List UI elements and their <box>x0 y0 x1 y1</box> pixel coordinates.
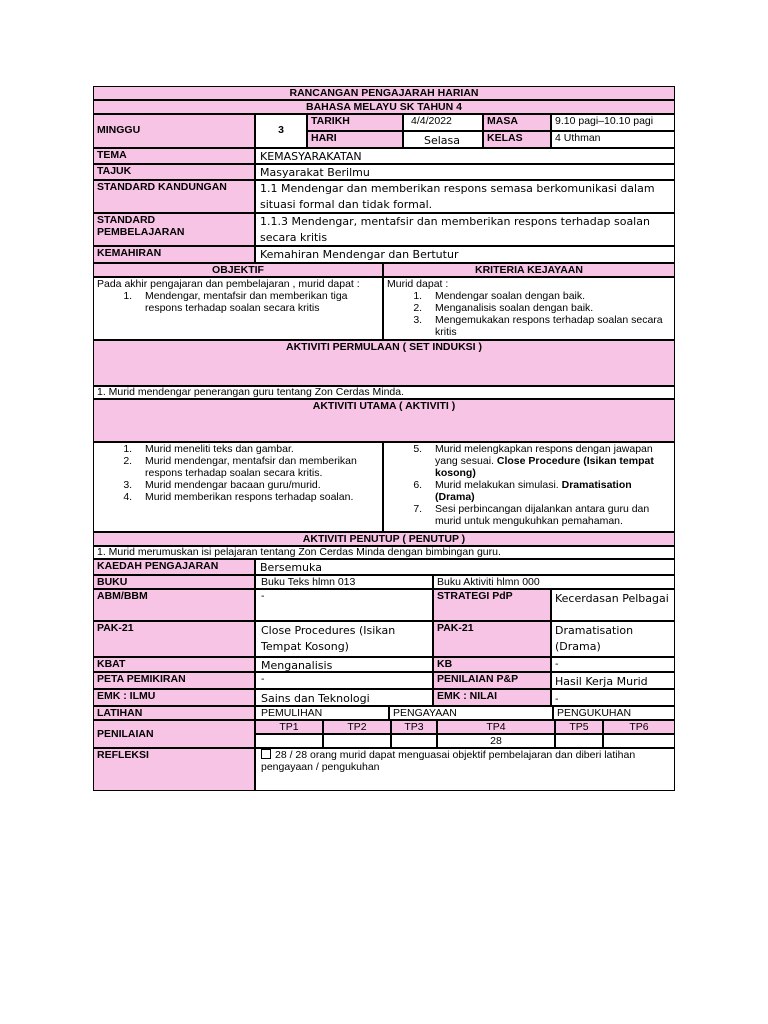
abm-value: - <box>255 589 433 621</box>
plan-title: RANCANGAN PENGAJARAH HARIAN <box>93 86 675 100</box>
pak21-value-right: Dramatisation (Drama) <box>551 621 675 657</box>
standard-pembelajaran-label: STANDARD PEMBELAJARAN <box>93 213 255 246</box>
kriteria-intro: Murid dapat : <box>387 278 449 290</box>
strategi-value: Kecerdasan Pelbagai <box>551 589 675 621</box>
aktiviti-penutup-heading: AKTIVITI PENUTUP ( PENUTUP ) <box>93 532 675 546</box>
tp6-count <box>603 734 675 748</box>
kemahiran-label: KEMAHIRAN <box>93 246 255 263</box>
kelas-label: KELAS <box>483 131 551 148</box>
tp3-count <box>391 734 437 748</box>
latihan-pengayaan: PENGAYAAN <box>389 706 553 720</box>
refleksi-text: 28 / 28 orang murid dapat menguasai objektif pembelajaran dan diberi latihan pengayaan / pengukuhan <box>261 749 636 773</box>
kbat-value: Menganalisis <box>255 657 433 672</box>
minggu-value: 3 <box>255 114 307 148</box>
checkbox-icon <box>261 749 271 759</box>
standard-kandungan-label: STANDARD KANDUNGAN <box>93 180 255 213</box>
objektif-heading: OBJEKTIF <box>93 263 383 277</box>
tarikh-label: TARIKH <box>307 114 403 131</box>
aktiviti-utama-left <box>93 442 383 532</box>
standard-pembelajaran-value: 1.1.3 Mendengar, mentafsir dan memberikan respons terhadap soalan secara kritis <box>255 213 675 246</box>
tajuk-value: Masyarakat Berilmu <box>255 164 675 180</box>
kemahiran-value: Kemahiran Mendengar dan Bertutur <box>255 246 675 263</box>
tp2-count <box>323 734 391 748</box>
tp4-count: 28 <box>437 734 555 748</box>
tajuk-label: TAJUK <box>93 164 255 180</box>
tp2-header: TP2 <box>323 720 391 734</box>
aktiviti-penutup-text: 1. Murid merumuskan isi pelajaran tentang Zon Cerdas Minda dengan bimbingan guru. <box>93 546 675 559</box>
peta-pemikiran-label: PETA PEMIKIRAN <box>93 672 255 689</box>
aktiviti-permulaan-text: 1. Murid mendengar penerangan guru tentang Zon Cerdas Minda. <box>93 386 675 399</box>
kriteria-item: 3. Mengemukakan respons terhadap soalan secara kritis <box>425 314 671 338</box>
refleksi-label: REFLEKSI <box>93 748 255 791</box>
tp5-header: TP5 <box>555 720 603 734</box>
hari-label: HARI <box>307 131 403 148</box>
aktiviti-item: 6. Murid melakukan simulasi. Dramatisation (Drama) <box>425 479 671 503</box>
latihan-label: LATIHAN <box>93 706 255 720</box>
buku-aktiviti: Buku Aktiviti hlmn 000 <box>433 575 675 589</box>
objektif-intro: Pada akhir pengajaran dan pembelajaran , murid dapat : <box>97 278 360 290</box>
pak21-label-right: PAK-21 <box>433 621 551 657</box>
kb-value: - <box>551 657 675 672</box>
objektif-item: 1. Mendengar, mentafsir dan memberikan tiga respons terhadap soalan secara kritis <box>135 290 379 314</box>
kaedah-label: KAEDAH PENGAJARAN <box>93 559 255 575</box>
kb-label: KB <box>433 657 551 672</box>
tp1-count <box>255 734 323 748</box>
tarikh-value: 4/4/2022 <box>403 114 483 131</box>
emk-ilmu-label: EMK : ILMU <box>93 689 255 706</box>
aktiviti-item: 5. Murid melengkapkan respons dengan jawapan yang sesuai. Close Procedure (Isikan tempat kosong) <box>425 443 671 479</box>
kaedah-value: Bersemuka <box>255 559 675 575</box>
hari-value: Selasa <box>403 131 483 148</box>
penilaian-pp-label: PENILAIAN P&P <box>433 672 551 689</box>
penilaian-label: PENILAIAN <box>93 720 255 748</box>
penilaian-pp-value: Hasil Kerja Murid <box>551 672 675 689</box>
strategi-label: STRATEGI PdP <box>433 589 551 621</box>
masa-value: 9.10 pagi–10.10 pagi <box>551 114 675 131</box>
peta-pemikiran-value: - <box>255 672 433 689</box>
masa-label: MASA <box>483 114 551 131</box>
aktiviti-item: 3. Murid mendengar bacaan guru/murid. <box>135 479 379 491</box>
emk-ilmu-value: Sains dan Teknologi <box>255 689 433 706</box>
pak21-value-left: Close Procedures (Isikan Tempat Kosong) <box>255 621 433 657</box>
kriteria-item: 1. Mendengar soalan dengan baik. <box>425 290 671 302</box>
kbat-label: KBAT <box>93 657 255 672</box>
latihan-pemulihan: PEMULIHAN <box>255 706 389 720</box>
aktiviti-item: 2. Murid mendengar, mentafsir dan memberikan respons terhadap soalan secara kritis. <box>135 455 379 479</box>
tema-label: TEMA <box>93 148 255 164</box>
aktiviti-permulaan-heading: AKTIVITI PERMULAAN ( SET INDUKSI ) <box>93 340 675 386</box>
tp1-header: TP1 <box>255 720 323 734</box>
minggu-label: MINGGU <box>93 114 255 148</box>
aktiviti-item: 7. Sesi perbincangan dijalankan antara guru dan murid untuk mengukuhkan pemahaman. <box>425 503 671 527</box>
kelas-value: 4 Uthman <box>551 131 675 148</box>
tp5-count <box>555 734 603 748</box>
aktiviti-utama-right <box>383 442 675 532</box>
aktiviti-item: 1. Murid meneliti teks dan gambar. <box>135 443 379 455</box>
objektif-body <box>93 277 383 340</box>
latihan-pengukuhan: PENGUKUHAN <box>553 706 675 720</box>
kriteria-body <box>383 277 675 340</box>
emk-nilai-label: EMK : NILAI <box>433 689 551 706</box>
kriteria-item: 2. Menganalisis soalan dengan baik. <box>425 302 671 314</box>
pak21-label: PAK-21 <box>93 621 255 657</box>
buku-label: BUKU <box>93 575 255 589</box>
standard-kandungan-value: 1.1 Mendengar dan memberikan respons semasa berkomunikasi dalam situasi formal dan tidak formal. <box>255 180 675 213</box>
refleksi-body <box>255 748 675 791</box>
aktiviti-item: 4. Murid memberikan respons terhadap soalan. <box>135 491 379 503</box>
lesson-plan-table <box>93 86 675 791</box>
tema-value: KEMASYARAKATAN <box>255 148 675 164</box>
tp3-header: TP3 <box>391 720 437 734</box>
plan-subtitle: BAHASA MELAYU SK TAHUN 4 <box>93 100 675 114</box>
aktiviti-utama-heading: AKTIVITI UTAMA ( AKTIVITI ) <box>93 399 675 442</box>
kriteria-heading: KRITERIA KEJAYAAN <box>383 263 675 277</box>
buku-teks: Buku Teks hlmn 013 <box>255 575 433 589</box>
tp4-header: TP4 <box>437 720 555 734</box>
tp6-header: TP6 <box>603 720 675 734</box>
emk-nilai-value: - <box>551 689 675 706</box>
abm-label: ABM/BBM <box>93 589 255 621</box>
